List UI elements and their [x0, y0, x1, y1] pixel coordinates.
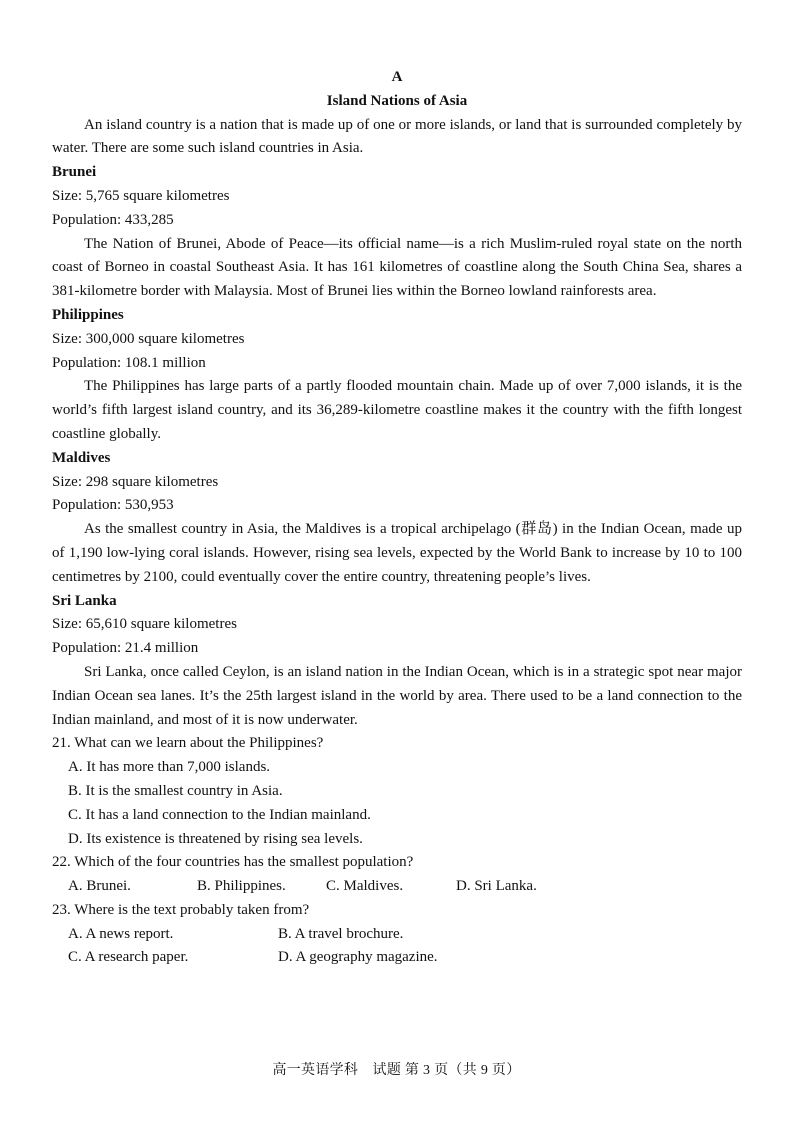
country-population: Population: 108.1 million: [52, 354, 206, 371]
country-size: Size: 298 square kilometres: [52, 473, 219, 490]
option-d: D. A geography magazine.: [278, 949, 438, 966]
intro-paragraph: An island country is a nation that is made up of one or more islands, or land that is surrounded completely by water. There are some such island countries in Asia.: [52, 116, 742, 157]
options-row: [68, 875, 742, 899]
question-21: [52, 732, 742, 851]
country-description: As the smallest country in Asia, the Maldives is a tropical archipelago (群岛) in the Indian Ocean, made up of 1,190 low-lying coral islands. However, rising sea levels, expected by the World Bank to increase by 10 to 100 centimetres by 2100, could eventually cover the entire country, threatening people’s lives.: [52, 521, 742, 585]
option-d: D. Sri Lanka.: [456, 878, 537, 895]
country-section-brunei: [52, 161, 742, 304]
country-section-philippines: [52, 304, 742, 447]
country-population: Population: 21.4 million: [52, 640, 199, 657]
question-22: [52, 851, 742, 899]
option-b: B. Philippines.: [197, 878, 286, 895]
option-b: B. It is the smallest country in Asia.: [68, 782, 283, 799]
option-c: C. It has a land connection to the Indian mainland.: [68, 806, 371, 823]
passage-title: Island Nations of Asia: [326, 92, 468, 109]
country-description: The Philippines has large parts of a partly flooded mountain chain. Made up of over 7,000 islands, it is the world’s fifth largest island country, and its 36,289-kilometre coastline makes it the country with the fifth longest coastline globally.: [52, 378, 742, 442]
question-23: [52, 899, 742, 970]
country-heading: Maldives: [52, 449, 111, 466]
option-c: C. Maldives.: [326, 878, 404, 895]
option-a: A. Brunei.: [68, 878, 131, 895]
country-size: Size: 5,765 square kilometres: [52, 187, 230, 204]
country-size: Size: 65,610 square kilometres: [52, 616, 237, 633]
country-heading: Sri Lanka: [52, 592, 117, 609]
country-population: Population: 433,285: [52, 211, 174, 228]
country-population: Population: 530,953: [52, 497, 174, 514]
country-heading: Philippines: [52, 306, 124, 323]
option-d: D. Its existence is threatened by rising sea levels.: [68, 830, 363, 847]
country-description: Sri Lanka, once called Ceylon, is an island nation in the Indian Ocean, which is in a strategic spot near major Indian Ocean sea lanes. It’s the 25th largest island in the world by area. There used to be a land connection to the Indian mainland, and most of it is now underwater.: [52, 663, 742, 728]
country-size: Size: 300,000 square kilometres: [52, 330, 245, 347]
option-a: A. It has more than 7,000 islands.: [68, 759, 271, 776]
exam-page: [52, 66, 742, 970]
question-stem: 22. Which of the four countries has the smallest population?: [52, 854, 414, 871]
country-section-maldives: [52, 447, 742, 590]
options-row: [68, 923, 742, 947]
option-c: C. A research paper.: [68, 949, 189, 966]
country-description: The Nation of Brunei, Abode of Peace—its official name—is a rich Muslim-ruled royal state on the north coast of Borneo in coastal Southeast Asia. It has 161 kilometres of coastline along the South China Sea, shares a 381-kilometre border with Malaysia. Most of Brunei lies within the Borneo lowland rainforests area.: [52, 235, 742, 300]
question-stem: 21. What can we learn about the Philippines?: [52, 735, 324, 752]
option-a: A. A news report.: [68, 925, 174, 942]
page-footer: 高一英语学科 试题 第 3 页（共 9 页）: [272, 1063, 521, 1078]
country-heading: Brunei: [52, 164, 97, 181]
question-stem: 23. Where is the text probably taken from?: [52, 901, 310, 918]
options-row: [68, 946, 742, 970]
country-section-sri-lanka: [52, 590, 742, 733]
option-b: B. A travel brochure.: [278, 925, 404, 942]
passage-letter: A: [391, 69, 403, 85]
